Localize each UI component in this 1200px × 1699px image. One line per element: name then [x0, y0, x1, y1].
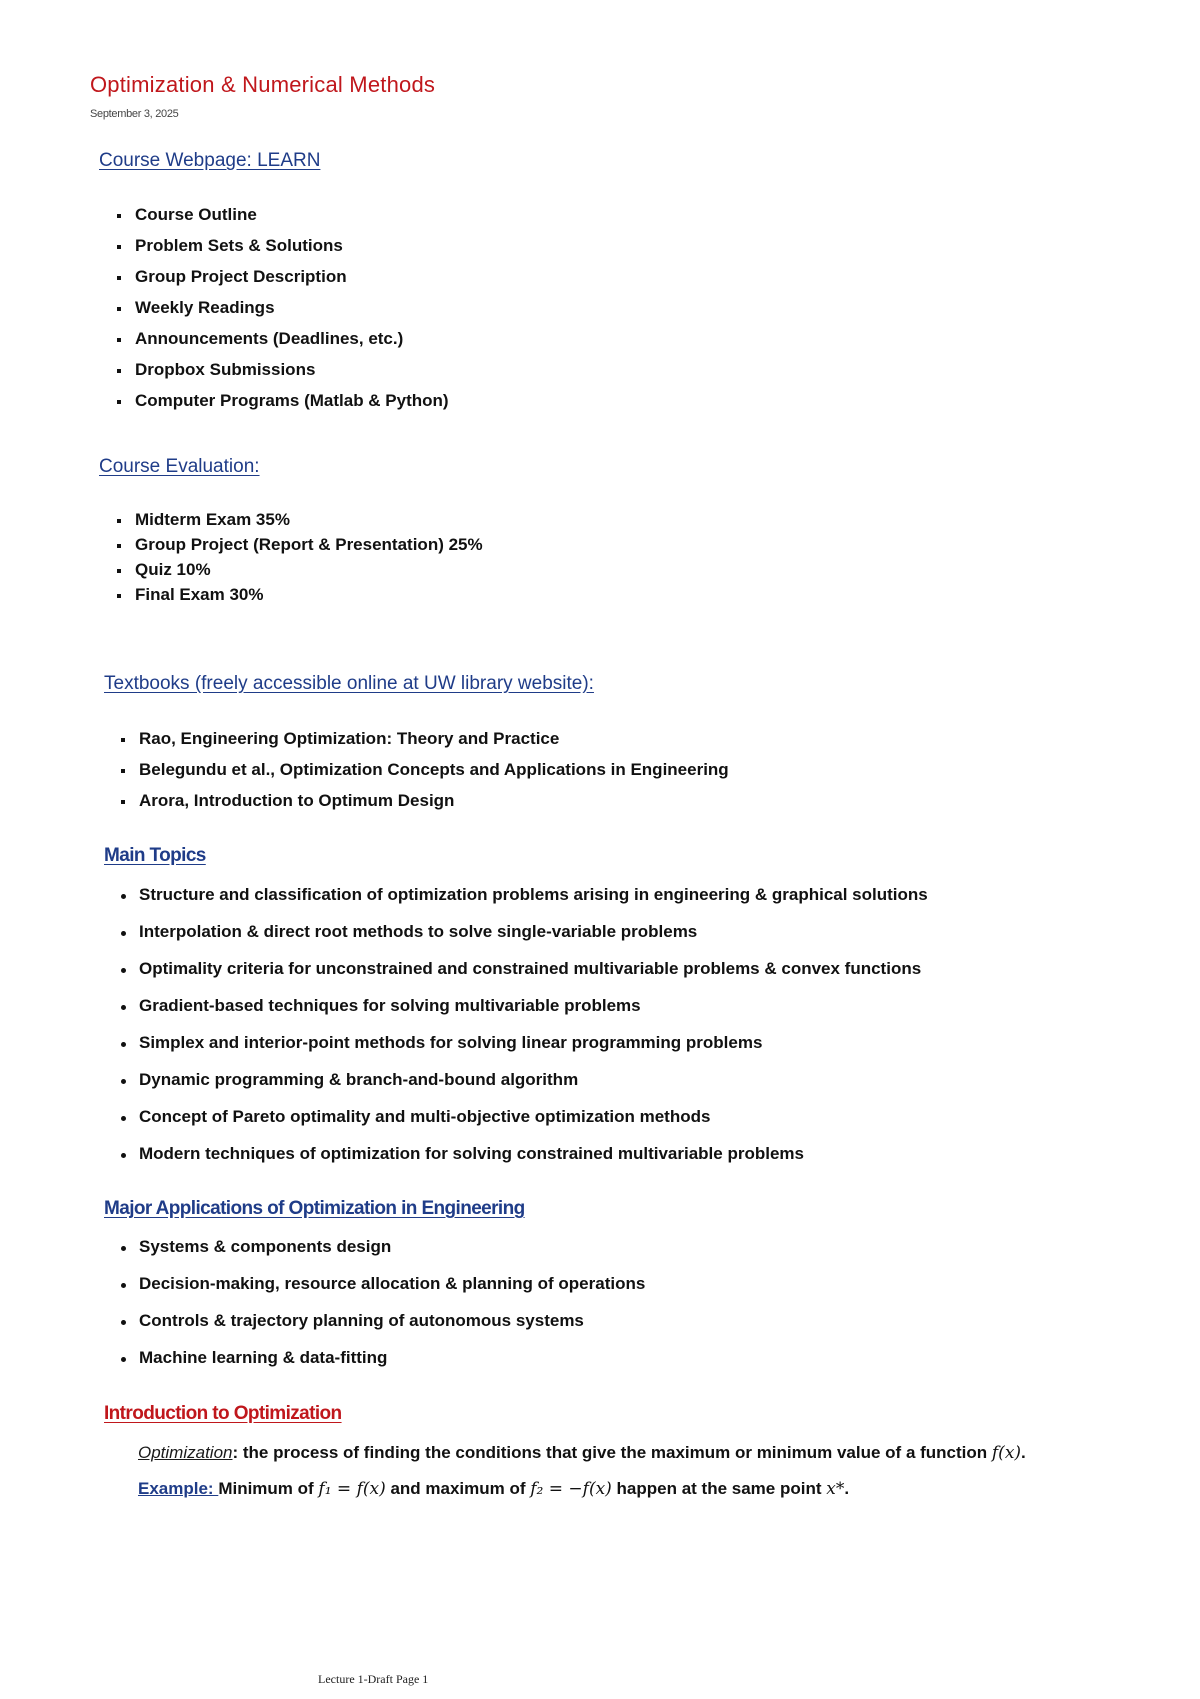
list-item: Gradient-based techniques for solving multivariable problems [119, 996, 928, 1033]
definition-end: . [1021, 1443, 1026, 1462]
page-footer: Lecture 1-Draft Page 1 [318, 1672, 429, 1686]
list-item: Systems & components design [119, 1237, 645, 1274]
list-item: Rao, Engineering Optimization: Theory and Practice [119, 729, 729, 760]
optimization-example [138, 1479, 849, 1499]
list-item: Structure and classification of optimization problems arising in engineering & graphical solutions [119, 885, 928, 922]
applications-heading: Major Applications of Optimization in Engineering [104, 1198, 525, 1219]
course-webpage-heading[interactable]: Course Webpage: LEARN [99, 150, 321, 171]
applications-list [119, 1237, 645, 1385]
list-item: Announcements (Deadlines, etc.) [115, 329, 449, 360]
list-item: Quiz 10% [115, 560, 483, 585]
list-item: Computer Programs (Matlab & Python) [115, 391, 449, 422]
list-item: Machine learning & data-fitting [119, 1348, 645, 1385]
intro-heading: Introduction to Optimization [104, 1403, 342, 1424]
list-item: Concept of Pareto optimality and multi-objective optimization methods [119, 1107, 928, 1144]
course-evaluation-list [115, 510, 483, 610]
page-date: September 3, 2025 [90, 108, 179, 120]
list-item: Dropbox Submissions [115, 360, 449, 391]
list-item: Modern techniques of optimization for solving constrained multivariable problems [119, 1144, 928, 1181]
course-evaluation-heading: Course Evaluation: [99, 456, 260, 477]
example-text: happen at the same point [611, 1479, 827, 1498]
list-item: Simplex and interior-point methods for solving linear programming problems [119, 1033, 928, 1070]
list-item: Midterm Exam 35% [115, 510, 483, 535]
list-item: Controls & trajectory planning of autonomous systems [119, 1311, 645, 1348]
example-end: . [844, 1479, 850, 1498]
list-item: Optimality criteria for unconstrained and constrained multivariable problems & convex functions [119, 959, 928, 996]
example-math: x* [826, 1479, 845, 1499]
example-math: f₁ = f(x) [318, 1479, 386, 1499]
main-topics-heading: Main Topics [104, 845, 206, 866]
example-text: and maximum of [385, 1479, 531, 1498]
list-item: Problem Sets & Solutions [115, 236, 449, 267]
example-text: Minimum of [218, 1479, 319, 1498]
list-item: Belegundu et al., Optimization Concepts and Applications in Engineering [119, 760, 729, 791]
list-item: Weekly Readings [115, 298, 449, 329]
definition-term: Optimization [138, 1443, 233, 1462]
definition-math: f(x) [991, 1443, 1022, 1463]
list-item: Group Project (Report & Presentation) 25% [115, 535, 483, 560]
list-item: Final Exam 30% [115, 585, 483, 610]
textbooks-heading: Textbooks (freely accessible online at UW library website): [104, 673, 594, 694]
page-title: Optimization & Numerical Methods [90, 72, 436, 97]
optimization-definition [138, 1443, 1026, 1463]
example-label: Example: [138, 1479, 219, 1498]
example-math: f₂ = −f(x) [530, 1479, 612, 1499]
main-topics-list [119, 885, 928, 1181]
list-item: Arora, Introduction to Optimum Design [119, 791, 729, 822]
list-item: Decision-making, resource allocation & planning of operations [119, 1274, 645, 1311]
textbooks-list [119, 729, 729, 822]
list-item: Dynamic programming & branch-and-bound algorithm [119, 1070, 928, 1107]
list-item: Group Project Description [115, 267, 449, 298]
course-webpage-list [115, 205, 449, 422]
definition-text: : the process of finding the conditions that give the maximum or minimum value of a function [232, 1443, 992, 1462]
list-item: Interpolation & direct root methods to solve single-variable problems [119, 922, 928, 959]
list-item: Course Outline [115, 205, 449, 236]
